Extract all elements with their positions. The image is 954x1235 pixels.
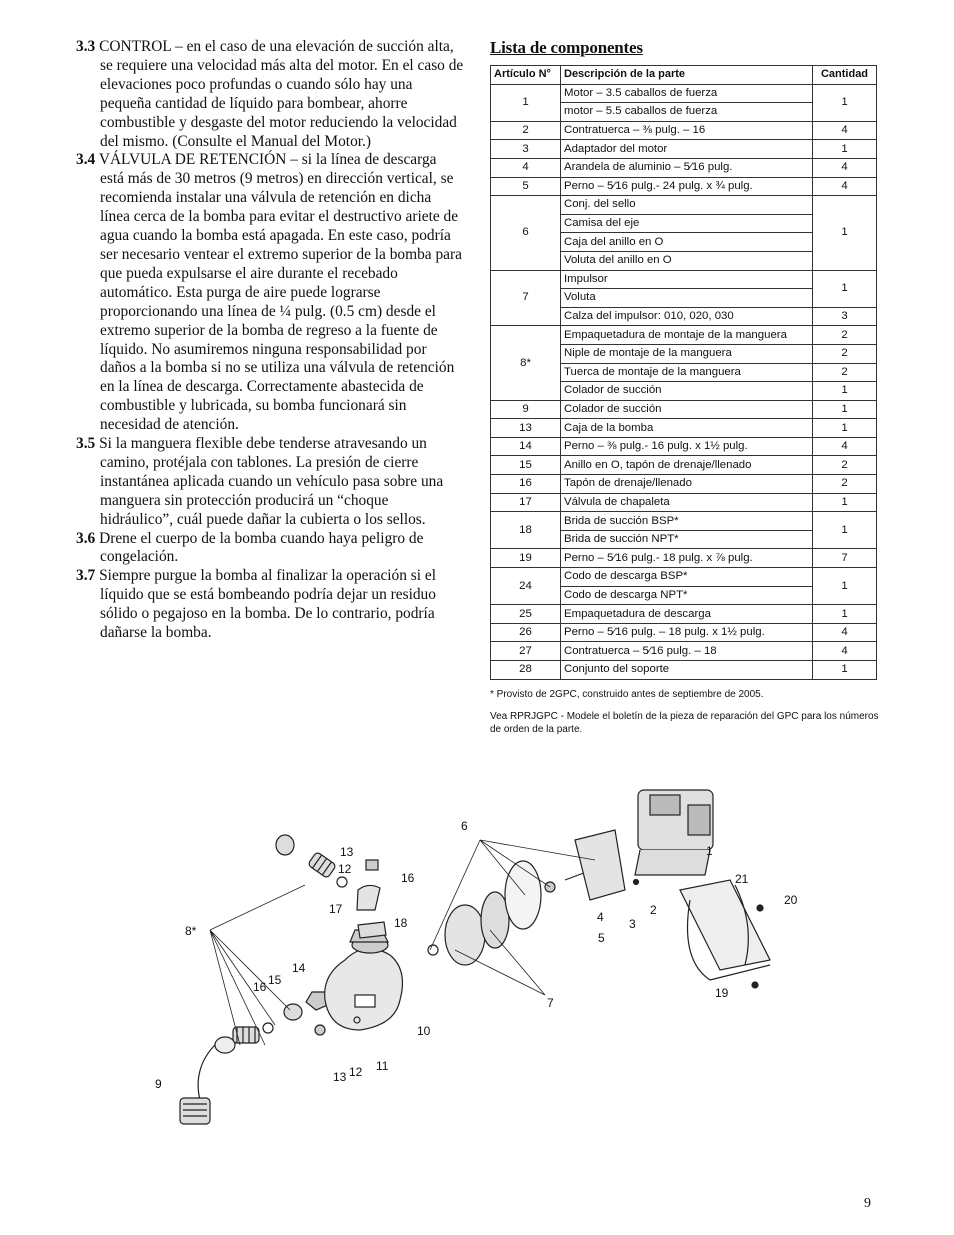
instruction-paragraph xyxy=(76,567,464,643)
part-quantity: 4 xyxy=(813,642,877,661)
part-description: Adaptador del motor xyxy=(561,140,813,159)
part-description: Impulsor xyxy=(561,270,813,289)
part-description: Contratuerca – 5⁄16 pulg. – 18 xyxy=(561,642,813,661)
table-row xyxy=(491,196,877,215)
table-header-row xyxy=(491,66,877,85)
item-number: 16 xyxy=(491,475,561,494)
part-quantity: 1 xyxy=(813,605,877,624)
part-quantity: 7 xyxy=(813,549,877,568)
callout-11: 11 xyxy=(376,1059,389,1073)
table-row xyxy=(491,326,877,345)
callout-2: 2 xyxy=(650,903,657,917)
item-number: 19 xyxy=(491,549,561,568)
section-number: 3.5 xyxy=(76,435,96,453)
item-number: 6 xyxy=(491,196,561,270)
callout-21: 21 xyxy=(735,872,749,886)
part-quantity: 1 xyxy=(813,419,877,438)
part-description: Perno – 5⁄16 pulg.- 18 pulg. x ⅞ pulg. xyxy=(561,549,813,568)
item-number: 28 xyxy=(491,661,561,680)
table-row xyxy=(491,84,877,103)
section-text: Siempre purgue la bomba al finalizar la operación si el líquido que se está bombeando podría dejar un residuo sólido o pegajoso en la bomba. De lo contrario, podría dañarse la bomba. xyxy=(99,567,437,642)
part-quantity: 1 xyxy=(813,493,877,512)
part-quantity: 1 xyxy=(813,270,877,307)
table-row xyxy=(491,623,877,642)
parts-table xyxy=(490,65,877,680)
part-description: Perno – 5⁄16 pulg. – 18 pulg. x 1½ pulg. xyxy=(561,623,813,642)
header-description: Descripción de la parte xyxy=(561,66,813,85)
part-quantity: 1 xyxy=(813,512,877,549)
section-number: 3.7 xyxy=(76,567,96,585)
item-number: 9 xyxy=(491,400,561,419)
callout-19: 19 xyxy=(715,986,729,1000)
part-description: Perno – 5⁄16 pulg.- 24 pulg. x ¾ pulg. xyxy=(561,177,813,196)
part-quantity: 1 xyxy=(813,400,877,419)
item-number: 24 xyxy=(491,568,561,605)
table-row xyxy=(491,456,877,475)
item-number: 15 xyxy=(491,456,561,475)
part-quantity: 1 xyxy=(813,84,877,121)
table-row xyxy=(491,661,877,680)
part-description: Camisa del eje xyxy=(561,214,813,233)
part-quantity: 4 xyxy=(813,437,877,456)
header-quantity: Cantidad xyxy=(813,66,877,85)
part-description: Colador de succión xyxy=(561,382,813,401)
part-description: Válvula de chapaleta xyxy=(561,493,813,512)
callout-9: 9 xyxy=(155,1077,162,1091)
callout-4: 4 xyxy=(597,910,604,924)
section-text: Drene el cuerpo de la bomba cuando haya peligro de congelación. xyxy=(99,529,424,566)
callout-12-top: 12 xyxy=(338,862,352,876)
item-number: 13 xyxy=(491,419,561,438)
item-number: 14 xyxy=(491,437,561,456)
part-quantity: 1 xyxy=(813,196,877,270)
part-quantity: 2 xyxy=(813,363,877,382)
part-description: Anillo en O, tapón de drenaje/llenado xyxy=(561,456,813,475)
part-description: Perno – ⅜ pulg.- 16 pulg. x 1½ pulg. xyxy=(561,437,813,456)
callout-3: 3 xyxy=(629,917,636,931)
callout-20: 20 xyxy=(784,893,798,907)
table-row xyxy=(491,177,877,196)
exploded-pump-diagram xyxy=(0,760,954,1140)
callout-16-bottom: 16 xyxy=(253,980,267,994)
part-description: Tapón de drenaje/llenado xyxy=(561,475,813,494)
table-row xyxy=(491,121,877,140)
instruction-paragraph xyxy=(76,530,464,568)
table-row xyxy=(491,642,877,661)
part-quantity: 1 xyxy=(813,382,877,401)
table-row xyxy=(491,437,877,456)
table-row xyxy=(491,605,877,624)
item-number: 7 xyxy=(491,270,561,326)
section-text: CONTROL – en el caso de una elevación de succión alta, se requiere una velocidad más alta del motor. En el caso de elevaciones poco profundas o cuando sólo hay una pequeña cantidad de líquido para bombear, ahorre combustible y desgaste del motor reduciendo la velocidad del mismo. (Consulte el Manual del Motor.) xyxy=(99,38,464,150)
item-number: 4 xyxy=(491,158,561,177)
part-quantity: 3 xyxy=(813,307,877,326)
item-number: 2 xyxy=(491,121,561,140)
part-description: Arandela de aluminio – 5⁄16 pulg. xyxy=(561,158,813,177)
table-row xyxy=(491,512,877,531)
callout-1: 1 xyxy=(706,844,713,858)
part-description: Brida de succión NPT* xyxy=(561,530,813,549)
part-quantity: 4 xyxy=(813,177,877,196)
table-row xyxy=(491,158,877,177)
part-quantity: 2 xyxy=(813,475,877,494)
part-quantity: 1 xyxy=(813,568,877,605)
callout-5: 5 xyxy=(598,931,605,945)
item-number: 18 xyxy=(491,512,561,549)
part-description: Contratuerca – ⅜ pulg. – 16 xyxy=(561,121,813,140)
callout-12-bottom: 12 xyxy=(349,1065,363,1079)
part-quantity: 4 xyxy=(813,158,877,177)
table-row xyxy=(491,419,877,438)
part-quantity: 4 xyxy=(813,121,877,140)
section-number: 3.3 xyxy=(76,38,96,55)
part-description: Codo de descarga BSP* xyxy=(561,568,813,587)
item-number: 5 xyxy=(491,177,561,196)
table-row xyxy=(491,400,877,419)
instruction-paragraph xyxy=(76,151,464,435)
part-description: Empaquetadura de descarga xyxy=(561,605,813,624)
part-description: Niple de montaje de la manguera xyxy=(561,344,813,363)
part-description: motor – 5.5 caballos de fuerza xyxy=(561,103,813,122)
item-number: 8* xyxy=(491,326,561,400)
part-description: Voluta del anillo en O xyxy=(561,251,813,270)
section-number: 3.4 xyxy=(76,151,96,169)
header-item: Artículo N° xyxy=(491,66,561,85)
section-number: 3.6 xyxy=(76,529,96,547)
callout-13-top: 13 xyxy=(340,845,354,859)
footnote-repair-bulletin: Vea RPRJGPC - Modele el boletín de la pieza de reparación del GPC para los números de orden de la parte. xyxy=(490,711,879,735)
section-text: VÁLVULA DE RETENCIÓN – si la línea de descarga está más de 30 metros (9 metros) en dirección vertical, se recomienda instalar una válvula de retención en dicha línea cerca de la bomba para evitar el destructivo ariete de agua cuando la bomba está apagada. En este caso, podría ser necesario ventear el extremo superior de la bomba para que pueda expulsarse el aire durante el recebado automático. Esta purga de aire puede lograrse proporcionando una línea de ¼ pulg. (0.5 cm) desde el extremo superior de la bomba de regreso a la fuente de líquido. No asumiremos ninguna responsabilidad por daños a la bomba si no se utiliza una válvula de retención en la línea de descarga. Correctamente abastecida de combustible y lubricada, su bomba funcionará sin necesidad de atención. xyxy=(98,151,462,434)
instruction-paragraph xyxy=(76,435,464,530)
part-description: Voluta xyxy=(561,289,813,308)
callout-17: 17 xyxy=(329,902,343,916)
callout-8: 8* xyxy=(185,924,197,938)
callout-16-top: 16 xyxy=(401,871,415,885)
part-description: Colador de succión xyxy=(561,400,813,419)
callout-13-bottom: 13 xyxy=(333,1070,347,1084)
item-number: 27 xyxy=(491,642,561,661)
callout-18: 18 xyxy=(394,916,408,930)
item-number: 17 xyxy=(491,493,561,512)
item-number: 1 xyxy=(491,84,561,121)
callout-6: 6 xyxy=(461,819,468,833)
part-quantity: 4 xyxy=(813,623,877,642)
callout-10: 10 xyxy=(417,1024,431,1038)
item-number: 25 xyxy=(491,605,561,624)
part-description: Codo de descarga NPT* xyxy=(561,586,813,605)
part-description: Caja de la bomba xyxy=(561,419,813,438)
part-quantity: 2 xyxy=(813,326,877,345)
footnote-provided: * Provisto de 2GPC, construido antes de septiembre de 2005. xyxy=(490,689,764,700)
part-description: Brida de succión BSP* xyxy=(561,512,813,531)
part-description: Tuerca de montaje de la manguera xyxy=(561,363,813,382)
part-quantity: 2 xyxy=(813,456,877,475)
parts-list-title: Lista de componentes xyxy=(490,38,643,57)
instruction-paragraph xyxy=(76,38,464,151)
part-description: Calza del impulsor: 010, 020, 030 xyxy=(561,307,813,326)
callout-7: 7 xyxy=(547,996,554,1010)
table-row xyxy=(491,270,877,289)
part-description: Motor – 3.5 caballos de fuerza xyxy=(561,84,813,103)
part-quantity: 1 xyxy=(813,661,877,680)
part-description: Caja del anillo en O xyxy=(561,233,813,252)
part-quantity: 1 xyxy=(813,140,877,159)
footnotes xyxy=(490,688,880,745)
callout-15: 15 xyxy=(268,973,282,987)
part-description: Conjunto del soporte xyxy=(561,661,813,680)
callout-14: 14 xyxy=(292,961,306,975)
table-row xyxy=(491,475,877,494)
part-description: Empaquetadura de montaje de la manguera xyxy=(561,326,813,345)
part-quantity: 2 xyxy=(813,344,877,363)
table-row xyxy=(491,549,877,568)
page-number: 9 xyxy=(864,1196,871,1211)
instructions-column xyxy=(76,38,464,643)
part-description: Conj. del sello xyxy=(561,196,813,215)
section-text: Si la manguera flexible debe tenderse atravesando un camino, protéjala con tablones. La presión de cierre instantánea aplicada cuando un vehículo pasa sobre una manguera sin protección producirá un “choque hidráulico”, cuál puede dañar la cubierta o los sellos. xyxy=(99,435,444,528)
item-number: 26 xyxy=(491,623,561,642)
table-row xyxy=(491,568,877,587)
table-row xyxy=(491,140,877,159)
item-number: 3 xyxy=(491,140,561,159)
table-row xyxy=(491,493,877,512)
